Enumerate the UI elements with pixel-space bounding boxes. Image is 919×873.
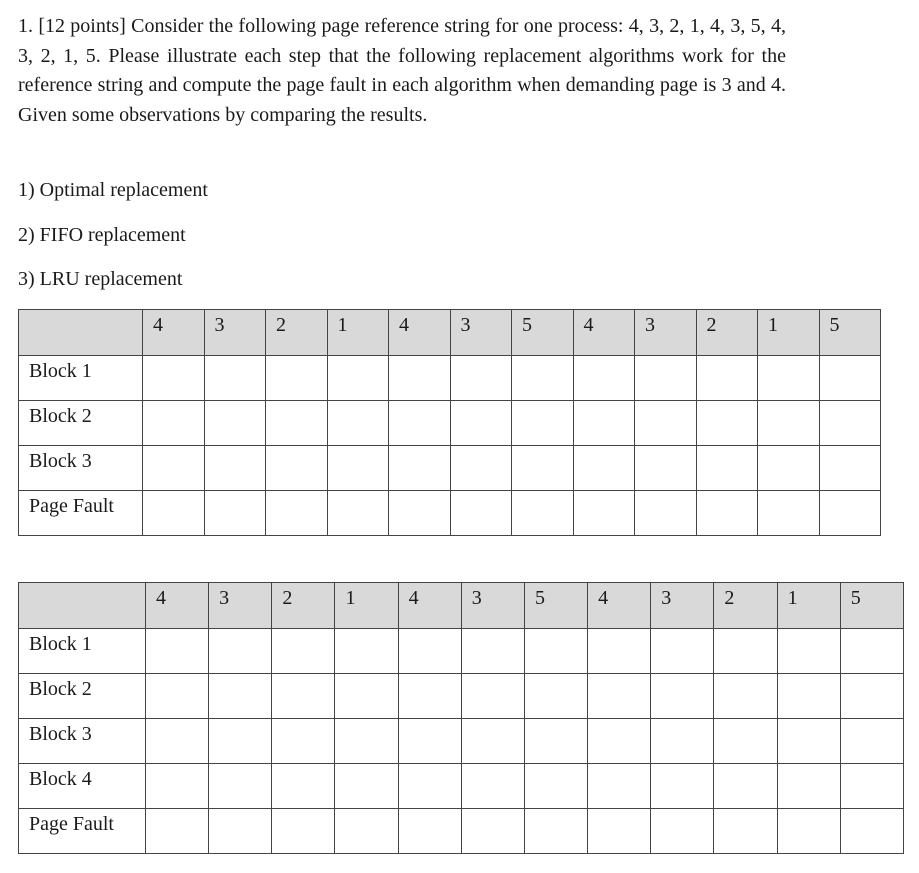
- reference-cell: 5: [819, 310, 881, 356]
- reference-cell: 4: [573, 310, 635, 356]
- answer-cell[interactable]: [450, 446, 512, 491]
- answer-cell[interactable]: [573, 491, 635, 536]
- table-row: [19, 764, 904, 809]
- answer-cell[interactable]: [389, 446, 451, 491]
- answer-cell[interactable]: [758, 491, 820, 536]
- reference-cell: 3: [651, 583, 714, 629]
- answer-cell[interactable]: [777, 764, 840, 809]
- answer-cell[interactable]: [819, 491, 881, 536]
- answer-cell[interactable]: [398, 674, 461, 719]
- answer-cell[interactable]: [714, 629, 777, 674]
- answer-cell[interactable]: [146, 674, 209, 719]
- reference-cell: 5: [840, 583, 903, 629]
- answer-cell[interactable]: [327, 446, 389, 491]
- answer-cell[interactable]: [398, 719, 461, 764]
- answer-cell[interactable]: [143, 401, 205, 446]
- reference-cell: 4: [398, 583, 461, 629]
- answer-cell[interactable]: [450, 491, 512, 536]
- answer-cell[interactable]: [714, 809, 777, 854]
- answer-cell[interactable]: [840, 629, 903, 674]
- answer-cell[interactable]: [272, 809, 335, 854]
- row-label: Page Fault: [19, 491, 143, 536]
- answer-cell[interactable]: [696, 401, 758, 446]
- reference-cell: 2: [272, 583, 335, 629]
- reference-cell: 3: [461, 583, 524, 629]
- reference-cell: 3: [635, 310, 697, 356]
- answer-cell[interactable]: [524, 674, 587, 719]
- algorithm-lru: 3) LRU replacement: [18, 268, 183, 290]
- answer-cell[interactable]: [588, 629, 651, 674]
- algorithm-optimal: 1) Optimal replacement: [18, 179, 208, 201]
- row-label: Block 3: [19, 719, 146, 764]
- answer-cell[interactable]: [143, 356, 205, 401]
- answer-cell[interactable]: [635, 356, 697, 401]
- answer-cell[interactable]: [450, 401, 512, 446]
- answer-cell[interactable]: [398, 764, 461, 809]
- answer-cell[interactable]: [461, 674, 524, 719]
- answer-cell[interactable]: [840, 674, 903, 719]
- table-row: [19, 629, 904, 674]
- answer-cell[interactable]: [461, 764, 524, 809]
- answer-cell[interactable]: [777, 629, 840, 674]
- answer-cell[interactable]: [819, 401, 881, 446]
- answer-cell[interactable]: [714, 764, 777, 809]
- answer-cell[interactable]: [266, 491, 328, 536]
- answer-cell[interactable]: [777, 809, 840, 854]
- answer-cell[interactable]: [146, 809, 209, 854]
- reference-cell: 4: [389, 310, 451, 356]
- answer-cell[interactable]: [777, 674, 840, 719]
- answer-cell[interactable]: [696, 491, 758, 536]
- answer-cell[interactable]: [758, 401, 820, 446]
- answer-cell[interactable]: [335, 764, 398, 809]
- answer-cell[interactable]: [204, 401, 266, 446]
- reference-cell: 4: [588, 583, 651, 629]
- question-text: 1. [12 points] Consider the following page reference string for one process: 4, 3, 2, 1, 4, 3, 5, 4, 3, 2, 1, 5. Please illustrate each step that the following replacement algorithms work for the reference string and compute the page fault in each algorithm when demanding page is 3 and 4. Given some observations by comparing the results.: [18, 15, 786, 126]
- reference-cell: 1: [777, 583, 840, 629]
- answer-cell[interactable]: [588, 809, 651, 854]
- answer-cell[interactable]: [461, 719, 524, 764]
- answer-cell[interactable]: [651, 809, 714, 854]
- answer-cell[interactable]: [524, 809, 587, 854]
- answer-cell[interactable]: [389, 356, 451, 401]
- reference-cell: 4: [146, 583, 209, 629]
- answer-cell[interactable]: [588, 764, 651, 809]
- answer-cell[interactable]: [272, 764, 335, 809]
- answer-cell[interactable]: [635, 446, 697, 491]
- answer-cell[interactable]: [588, 674, 651, 719]
- answer-cell[interactable]: [335, 719, 398, 764]
- header-corner-cell: [19, 583, 146, 629]
- row-label: Block 2: [19, 674, 146, 719]
- answer-cell[interactable]: [204, 491, 266, 536]
- answer-cell[interactable]: [512, 446, 574, 491]
- reference-cell: 3: [204, 310, 266, 356]
- answer-cell[interactable]: [573, 356, 635, 401]
- row-label: Block 3: [19, 446, 143, 491]
- answer-cell[interactable]: [524, 719, 587, 764]
- reference-string-row: [19, 310, 881, 356]
- reference-cell: 4: [143, 310, 205, 356]
- row-label: Block 1: [19, 629, 146, 674]
- answer-cell[interactable]: [209, 809, 272, 854]
- answer-cell[interactable]: [696, 356, 758, 401]
- answer-cell[interactable]: [266, 446, 328, 491]
- answer-cell[interactable]: [272, 719, 335, 764]
- row-label: Block 1: [19, 356, 143, 401]
- answer-cell[interactable]: [819, 446, 881, 491]
- reference-cell: 5: [512, 310, 574, 356]
- reference-cell: 3: [450, 310, 512, 356]
- answer-cell[interactable]: [398, 629, 461, 674]
- answer-cell[interactable]: [777, 719, 840, 764]
- answer-cell[interactable]: [512, 356, 574, 401]
- answer-cell[interactable]: [651, 719, 714, 764]
- answer-cell[interactable]: [209, 719, 272, 764]
- answer-cell[interactable]: [588, 719, 651, 764]
- answer-cell[interactable]: [651, 764, 714, 809]
- table-row: [19, 491, 881, 536]
- answer-cell[interactable]: [840, 719, 903, 764]
- answer-cell[interactable]: [327, 401, 389, 446]
- answer-cell[interactable]: [461, 629, 524, 674]
- answer-cell[interactable]: [146, 719, 209, 764]
- answer-cell[interactable]: [635, 491, 697, 536]
- answer-cell[interactable]: [714, 674, 777, 719]
- row-label: Block 2: [19, 401, 143, 446]
- table-row: [19, 401, 881, 446]
- answer-cell[interactable]: [758, 356, 820, 401]
- answer-cell[interactable]: [819, 356, 881, 401]
- reference-cell: 1: [335, 583, 398, 629]
- answer-cell[interactable]: [204, 356, 266, 401]
- answer-cell[interactable]: [758, 446, 820, 491]
- answer-cell[interactable]: [635, 401, 697, 446]
- table-row: [19, 446, 881, 491]
- answer-cell[interactable]: [209, 629, 272, 674]
- table-row: [19, 719, 904, 764]
- answer-cell[interactable]: [209, 674, 272, 719]
- reference-cell: 3: [209, 583, 272, 629]
- answer-cell[interactable]: [389, 491, 451, 536]
- answer-cell[interactable]: [272, 629, 335, 674]
- algorithm-fifo: 2) FIFO replacement: [18, 224, 186, 246]
- answer-cell[interactable]: [266, 401, 328, 446]
- answer-cell[interactable]: [327, 491, 389, 536]
- reference-cell: 2: [714, 583, 777, 629]
- answer-cell[interactable]: [143, 491, 205, 536]
- answer-cell[interactable]: [327, 356, 389, 401]
- answer-cell[interactable]: [461, 809, 524, 854]
- row-label: Page Fault: [19, 809, 146, 854]
- answer-cell[interactable]: [335, 809, 398, 854]
- answer-cell[interactable]: [146, 629, 209, 674]
- answer-cell[interactable]: [209, 764, 272, 809]
- reference-string-row: [19, 583, 904, 629]
- answer-cell[interactable]: [840, 764, 903, 809]
- answer-cell[interactable]: [266, 356, 328, 401]
- answer-cell[interactable]: [524, 764, 587, 809]
- reference-cell: 1: [327, 310, 389, 356]
- answer-cell[interactable]: [524, 629, 587, 674]
- reference-cell: 5: [524, 583, 587, 629]
- answer-cell[interactable]: [573, 401, 635, 446]
- answer-cell[interactable]: [143, 446, 205, 491]
- answer-cell[interactable]: [512, 491, 574, 536]
- answer-cell[interactable]: [512, 401, 574, 446]
- answer-cell[interactable]: [651, 629, 714, 674]
- answer-cell[interactable]: [335, 674, 398, 719]
- header-corner-cell: [19, 310, 143, 356]
- answer-cell[interactable]: [714, 719, 777, 764]
- reference-cell: 2: [696, 310, 758, 356]
- answer-cell[interactable]: [146, 764, 209, 809]
- answer-cell[interactable]: [272, 674, 335, 719]
- three-frame-table: [18, 309, 881, 536]
- answer-cell[interactable]: [398, 809, 461, 854]
- table-row: [19, 674, 904, 719]
- reference-cell: 2: [266, 310, 328, 356]
- four-frame-table: [18, 582, 904, 854]
- answer-cell[interactable]: [840, 809, 903, 854]
- answer-cell[interactable]: [204, 446, 266, 491]
- answer-cell[interactable]: [335, 629, 398, 674]
- answer-cell[interactable]: [696, 446, 758, 491]
- row-label: Block 4: [19, 764, 146, 809]
- answer-cell[interactable]: [573, 446, 635, 491]
- table-row: [19, 356, 881, 401]
- reference-cell: 1: [758, 310, 820, 356]
- answer-cell[interactable]: [450, 356, 512, 401]
- table-row: [19, 809, 904, 854]
- answer-cell[interactable]: [389, 401, 451, 446]
- answer-cell[interactable]: [651, 674, 714, 719]
